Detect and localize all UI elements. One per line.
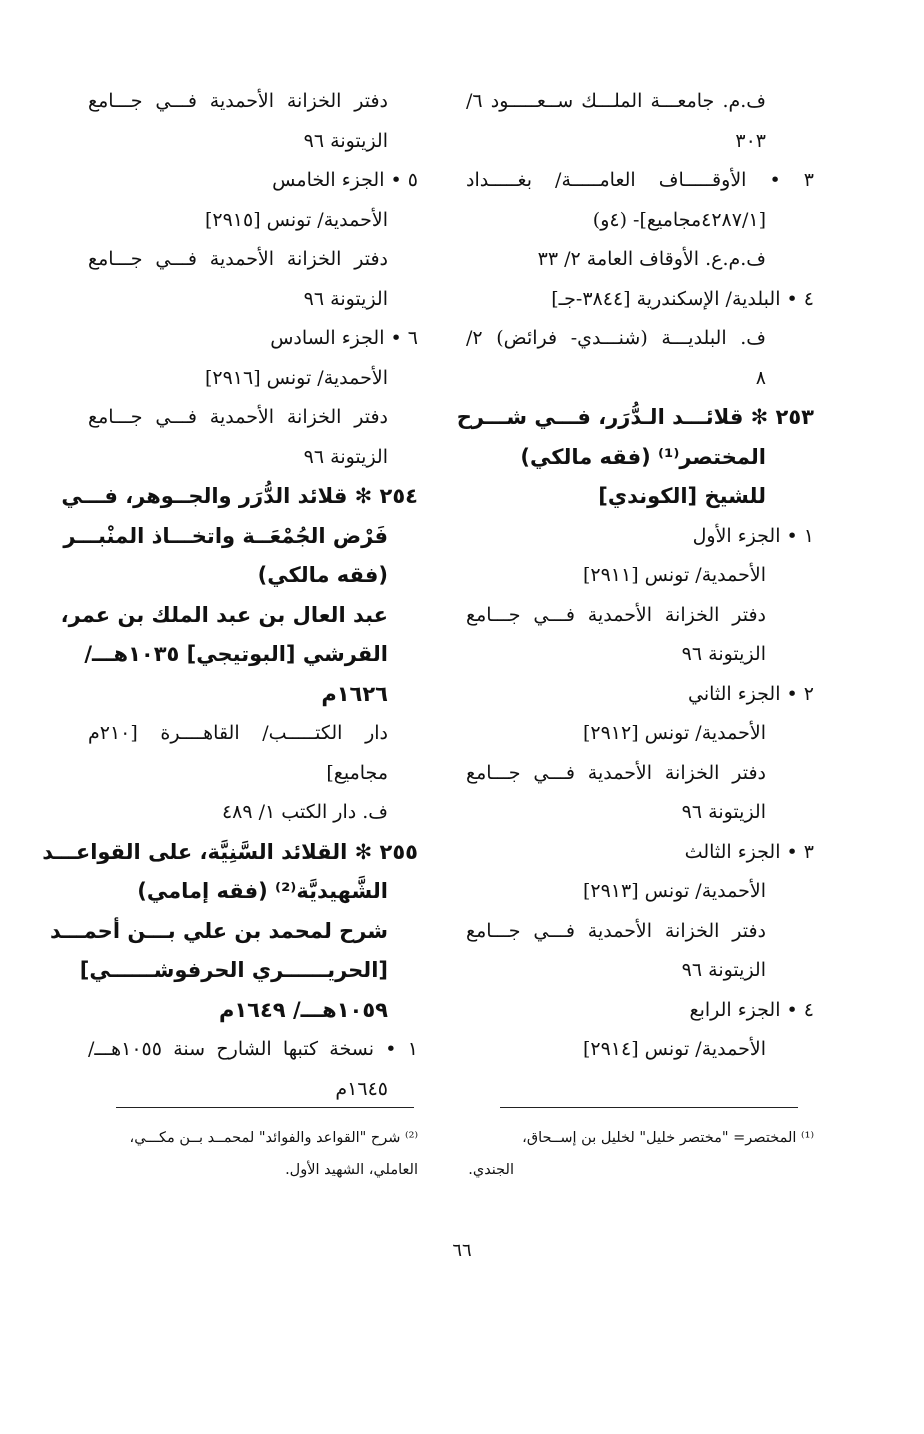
- right-column-line: دفتر الخزانة الأحمدية فـــي جـــامع: [466, 761, 766, 784]
- footnote-separator-left: [116, 1107, 414, 1108]
- right-column-line: ف. البلديـــة (شنـــدي- فرائض) ٢/: [466, 327, 766, 349]
- right-column-line: ٤ • الجزء الرابع: [689, 998, 814, 1021]
- right-column-line: الزيتونة ٩٦: [681, 643, 766, 665]
- right-column-line: ١ • الجزء الأول: [692, 524, 814, 547]
- right-column-line: دفتر الخزانة الأحمدية فـــي جـــامع: [466, 603, 766, 626]
- right-column-line: الأحمدية/ تونس [٢٩١١]: [582, 564, 766, 586]
- right-column-line: ٢٥٣ ✻ قلائـــد الـدُّرَر، فـــي شـــرح: [456, 405, 814, 429]
- left-column-line: ١٦٤٥م: [335, 1077, 388, 1100]
- right-column-line: المختصر⁽¹⁾ (فقه مالكي): [520, 444, 766, 469]
- left-column-line: دار الكتـــــب/ القاهــــرة [٢١٠م: [88, 722, 388, 744]
- left-column-line: دفتر الخزانة الأحمدية فـــي جـــامع: [88, 406, 388, 428]
- left-column-line: ١٠٥٩هـــ/ ١٦٤٩م: [218, 997, 388, 1022]
- right-column-line: الزيتونة ٩٦: [681, 959, 766, 981]
- right-column-line: ٤ • البلدية/ الإسكندرية [٣٨٤٤-جـ]: [551, 287, 814, 310]
- left-column-line: الزيتونة ٩٦: [303, 445, 388, 468]
- footnote-left-line1: ⁽²⁾ شرح "القواعد والفوائد" لمحمــد بــن مكـــي،: [129, 1130, 418, 1146]
- left-column-line: القرشي [البوتيجي] ١٠٣٥هـــ/: [84, 642, 388, 666]
- left-column-line: ٢٥٤ ✻ قلائد الدُّرَر والجــوهر، فـــي: [61, 484, 418, 508]
- footnote-left: [88, 1122, 418, 1186]
- right-column-line: الأحمدية/ تونس [٢٩١٣]: [582, 880, 766, 902]
- right-column-line: الأحمدية/ تونس [٢٩١٤]: [582, 1038, 766, 1060]
- footnote-right-line1: ⁽¹⁾ المختصر= "مختصر خليل" لخليل بن إســحاق،: [522, 1130, 814, 1146]
- left-column-line: ٥ • الجزء الخامس: [272, 169, 418, 191]
- left-column-line: الزيتونة ٩٦: [303, 287, 388, 310]
- page-number: ٦٦: [452, 1240, 472, 1261]
- left-column-line: دفتر الخزانة الأحمدية فـــي جـــامع: [88, 248, 388, 270]
- right-column-line: ٣ • الأوقـــــاف العامـــــة/ بغـــــداد: [466, 169, 814, 191]
- left-column-line: (فقه مالكي): [257, 563, 388, 587]
- left-column-line: ٢٥٥ ✻ القلائد السَّنِيَّة، على القواعـــد: [42, 839, 418, 864]
- left-column-line: مجاميع]: [326, 761, 388, 784]
- left-column-line: ف. دار الكتب ١/ ٤٨٩: [221, 801, 388, 823]
- left-column-line: ٦ • الجزء السادس: [270, 327, 418, 349]
- left-column-line: ١٦٢٦م: [321, 681, 388, 706]
- left-column-line: عبد العال بن عبد الملك بن عمر،: [60, 602, 388, 627]
- footnote-left-line2: العاملي، الشهيد الأول.: [285, 1162, 418, 1178]
- right-text-column: [456, 82, 814, 1070]
- left-column-line: شرح لمحمد بن علي بـــن أحمـــد: [49, 918, 388, 943]
- left-column-line: دفتر الخزانة الأحمدية فـــي جـــامع: [88, 90, 388, 112]
- right-column-line: ٣٠٣: [735, 129, 766, 152]
- right-column-line: ف.م. جامعـــة الملـــك ســعـــــود ٦/: [466, 90, 766, 112]
- right-column-line: دفتر الخزانة الأحمدية فـــي جـــامع: [466, 919, 766, 942]
- right-column-line: ف.م.ع. الأوقاف العامة ٢/ ٣٣: [537, 248, 766, 270]
- right-column-line: ٨: [755, 366, 766, 389]
- right-column-line: ٣ • الجزء الثالث: [684, 840, 814, 863]
- left-column-line: الأحمدية/ تونس [٢٩١٦]: [204, 366, 388, 389]
- footnote-right: [468, 1122, 814, 1186]
- right-column-line: للشيخ [الكوندي]: [598, 484, 766, 508]
- left-column-line: فَرْض الجُمْعَــة واتخـــاذ المنْبـــر: [63, 523, 388, 548]
- right-column-line: ٢ • الجزء الثاني: [687, 682, 814, 705]
- left-column-line: الأحمدية/ تونس [٢٩١٥]: [204, 208, 388, 231]
- footnote-right-line2: الجندي.: [468, 1162, 514, 1178]
- right-column-line: الزيتونة ٩٦: [681, 801, 766, 823]
- left-column-line: الزيتونة ٩٦: [303, 129, 388, 152]
- right-column-line: [٤٢٨٧/١مجاميع]- (٤و): [592, 208, 766, 231]
- left-column-line: الشَّهيديَّة⁽²⁾ (فقه إمامي): [137, 879, 388, 903]
- left-text-column: [42, 82, 418, 1109]
- left-column-line: ١ • نسخة كتبها الشارح سنة ١٠٥٥هـــ/: [88, 1038, 418, 1060]
- right-column-line: الأحمدية/ تونس [٢٩١٢]: [582, 722, 766, 744]
- left-column-line: [الحريــــــري الحرفوشــــــي]: [79, 958, 388, 982]
- footnote-separator-right: [500, 1107, 798, 1108]
